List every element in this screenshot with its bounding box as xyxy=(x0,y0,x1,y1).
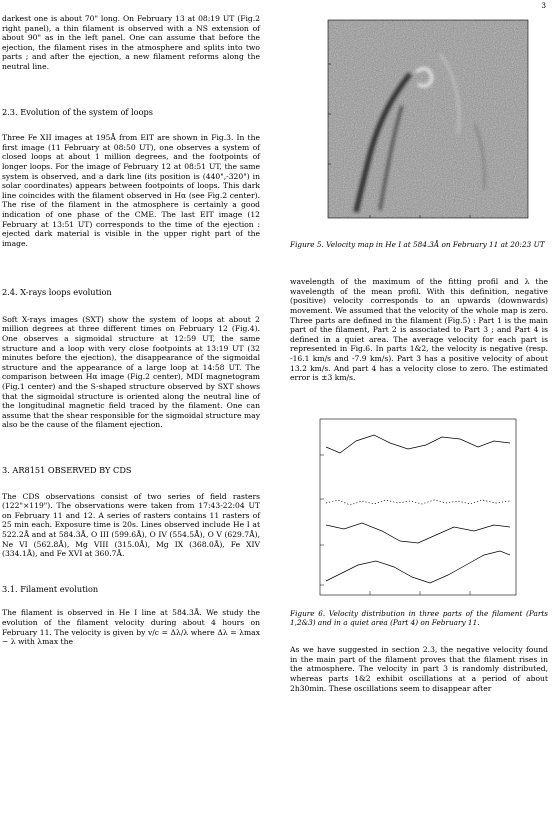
series-3-line xyxy=(326,523,510,543)
series-4-line xyxy=(326,551,510,583)
intro-paragraph: darkest one is about 70" long. On February 13 at 08:19 UT (Fig.2 right panel), a thin filament is observed with a NS extension of about 90" as in the left panel. One can assume that before the ejection, the filament rises in the atmosphere and splits into two parts ; and after the ejection, a new filament reforms along the neutral line. xyxy=(2,14,260,71)
right-paragraph-1: wavelength of the maximum of the fitting profil and λ the wavelength of the mean profil. With this definition, negative (positive) velocity corresponds to an upwards (downwards) movement. We assumed that the velocity of the whole map is zero. Three parts are defined in the filament (Fig.5) : Part 1 is the main part of the filament, Part 2 is associated to Part 3 ; and Part 4 is defined in a quiet area. The average velocity for each part is represented in Fig.6. In parts 1&2, the velocity is negative (resp. -16.1 km/s and -7.9 km/s). Part 3 has a positive velocity of about 13.2 km/s. And part 4 has a velocity close to zero. The estimated error is ±3 km/s. xyxy=(290,277,548,383)
section-2-3-heading: 2.3. Evolution of the system of loops xyxy=(2,106,153,117)
figure-5-velocity-map xyxy=(290,14,548,236)
right-paragraph-2: As we have suggested in section 2.3, the negative velocity found in the main part of the filament proves that the filament rises in the atmosphere. The velocity in part 3 is randomly distributed, whereas parts 1&2 exhibit oscillations at a period of about 2h30min. These oscillations seem to disappear after xyxy=(290,645,548,693)
plot-frame xyxy=(320,419,516,595)
velocity-map-image xyxy=(290,14,548,236)
section-2-4-body: Soft X-rays images (SXT) show the system of loops at about 2 million degrees at three different times on February 12 (Fig.4). One observes a sigmoidal structure at 12:59 UT, the same structure and a loop with very close footpoints at 13:19 UT (32 minutes before the ejection), the disappearance of the sigmoidal structure and the appearance of a large loop at 14:58 UT. The comparison between Hα image (Fig.2 center), MDI magnetogram (Fig.1 center) and the S-shaped structure observed by SXT shows that the sigmoidal structure is oriented along the neutral line of the longitudinal magnetic field traced by the filament. One can assume that the shear responsible for the sigmoidal structure may also be the cause of the filament ejection. xyxy=(2,314,260,430)
right-column xyxy=(290,14,548,693)
figure-5-caption: Figure 5. Velocity map in He I at 584.3Å on February 11 at 20:23 UT xyxy=(290,240,545,249)
section-3-heading: 3. AR8151 OBSERVED BY CDS xyxy=(2,465,132,475)
velocity-plot-svg xyxy=(290,405,548,603)
figure-6-velocity-plot xyxy=(290,405,548,603)
section-3-body: The CDS observations consist of two series of field rasters (122"×119"). The observations were taken from 17:43-22:04 UT on February 11 and 12. A series of rasters contains 11 rasters of 25 min each. Exposure time is 20s. Lines observed include He I at 522.2Å and at 584.3Å, O III (599.6Å), O IV (554.5Å), O V (629.7Å), Ne VI (562.8Å), Mg VIII (315.0Å), Mg IX (368.0Å), Fe XIV (334.1Å), and Fe XVI at 360.7Å. xyxy=(2,491,260,559)
section-3-1-body: The filament is observed in He I line at 584.3Å. We study the evolution of the filament velocity during about 4 hours on February 11. The velocity is given by v/c = Δλ/λ where Δλ = λmax − λ with λmax the xyxy=(2,608,260,647)
figure-6-caption: Figure 6. Velocity distribution in three parts of the filament (Parts 1,2&3) and in a quiet area (Part 4) on February 11. xyxy=(290,608,548,627)
series-1-line xyxy=(326,435,510,453)
section-3-1-heading: 3.1. Filament evolution xyxy=(2,583,99,594)
section-2-3-body: Three Fe XII images at 195Å from EIT are shown in Fig.3. In the first image (11 February at 08:50 UT), one observes a system of closed loops at about 1 million degrees, and the footpoints of longer loops. For the image of February 12 at 08:51 UT, the same system is observed, and a dark line (its position is (440",-320") in solar coordinates) appears between footpoints of loops. This dark line coincides with the filament observed in Hα (see Fig.2 center). The rise of the filament in the atmosphere is certainly a good indication of one phase of the CME. The last EIT image (12 February at 13:51 UT) corresponds to the time of the ejection : ejected dark material is visible in the upper right part of the image. xyxy=(2,133,260,248)
section-2-4-heading: 2.4. X-rays loops evolution xyxy=(2,287,112,298)
left-column xyxy=(2,14,260,647)
series-2-line xyxy=(326,500,510,505)
page-number: 3 xyxy=(541,2,546,10)
